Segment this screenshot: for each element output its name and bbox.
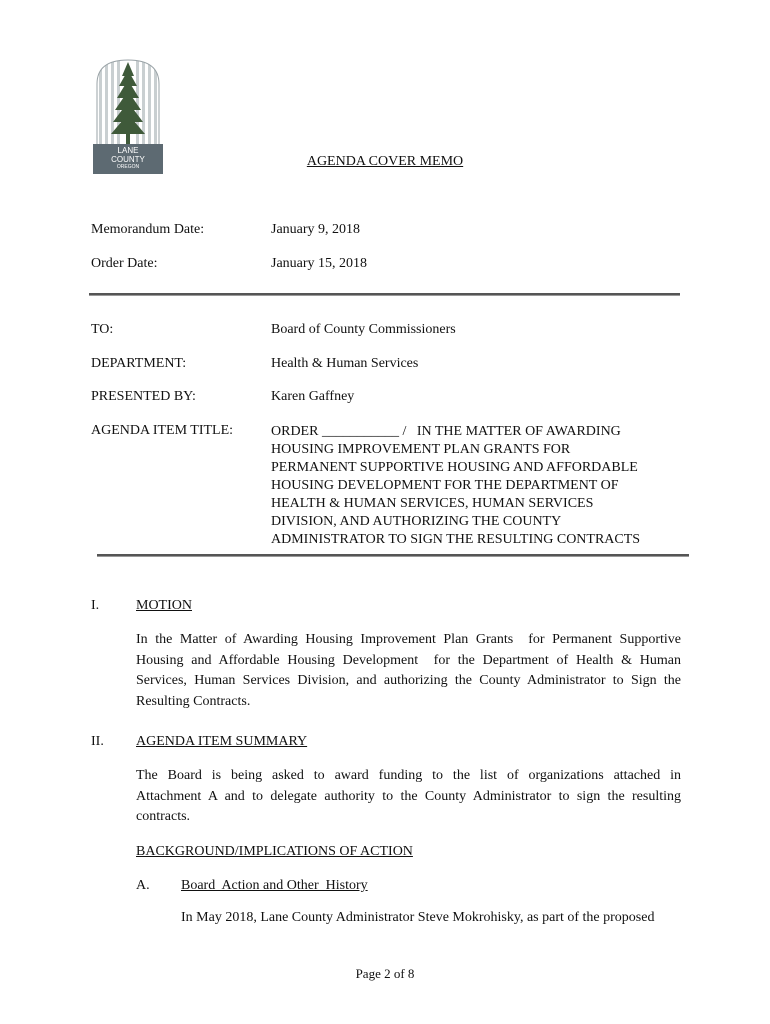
subsection-number: A. xyxy=(136,878,150,893)
section-heading-summary: AGENDA ITEM SUMMARY xyxy=(136,734,308,749)
memorandum-date-value: January 9, 2018 xyxy=(271,222,361,237)
paragraph-line: Resulting Contracts. xyxy=(136,693,251,709)
agenda-title-line: PERMANENT SUPPORTIVE HOUSING AND AFFORDABLE xyxy=(271,460,638,475)
section-number: II. xyxy=(91,734,104,749)
department-value: Health & Human Services xyxy=(271,356,419,371)
subsection-heading: Board Action and Other History xyxy=(181,878,368,893)
section-number: I. xyxy=(91,598,100,613)
to-label: TO: xyxy=(91,322,114,337)
presented-by-label: PRESENTED BY: xyxy=(91,389,196,404)
paragraph-line: Housing and Affordable Housing Development for the Department of Health & Human xyxy=(136,652,681,668)
memorandum-date-label: Memorandum Date: xyxy=(91,222,205,237)
agenda-title-line: DIVISION, AND AUTHORIZING THE COUNTY xyxy=(271,514,562,529)
memo-title-row xyxy=(0,154,770,170)
order-date-value: January 15, 2018 xyxy=(271,256,368,271)
section-heading-motion: MOTION xyxy=(136,598,192,613)
agenda-title-line: HEALTH & HUMAN SERVICES, HUMAN SERVICES xyxy=(271,496,594,511)
presented-by-value: Karen Gaffney xyxy=(271,389,355,404)
paragraph-line: contracts. xyxy=(136,809,191,824)
paragraph-line: In the Matter of Awarding Housing Improvement Plan Grants for Permanent Supportive xyxy=(136,632,681,647)
paragraph-line: Attachment A and to delegate authority to the County Administrator to sign the resulting xyxy=(136,788,681,804)
summary-paragraph xyxy=(136,766,681,828)
agenda-item-title xyxy=(271,423,691,549)
department-label: DEPARTMENT: xyxy=(91,356,187,371)
paragraph-line: The Board is being asked to award funding to the list of organizations attached in xyxy=(136,768,681,783)
logo-line-3: OREGON xyxy=(116,164,140,170)
order-date-label: Order Date: xyxy=(91,256,158,271)
memo-title: AGENDA COVER MEMO xyxy=(306,154,464,169)
divider-bottom xyxy=(97,554,689,557)
to-value: Board of County Commissioners xyxy=(271,322,456,337)
motion-paragraph xyxy=(136,630,681,712)
agenda-item-title-label: AGENDA ITEM TITLE: xyxy=(91,423,234,438)
logo-line-1: LANE xyxy=(117,146,139,155)
agenda-title-line: ORDER ___________ / IN THE MATTER OF AWARDING xyxy=(271,424,621,439)
agenda-title-line: HOUSING DEVELOPMENT FOR THE DEPARTMENT OF xyxy=(271,478,619,493)
agenda-title-line: ADMINISTRATOR TO SIGN THE RESULTING CONTRACTS xyxy=(271,532,641,547)
paragraph-line: Services, Human Services Division, and authorizing the County Administrator to Sign the xyxy=(136,673,681,688)
agenda-title-line: HOUSING IMPROVEMENT PLAN GRANTS FOR xyxy=(271,442,571,457)
page-number: Page 2 of 8 xyxy=(355,966,415,981)
logo-line-2: COUNTY xyxy=(111,155,145,164)
background-heading: BACKGROUND/IMPLICATIONS OF ACTION xyxy=(136,844,413,859)
subsection-text: In May 2018, Lane County Administrator Steve Mokrohisky, as part of the proposed xyxy=(181,910,655,925)
divider-top xyxy=(89,293,680,296)
